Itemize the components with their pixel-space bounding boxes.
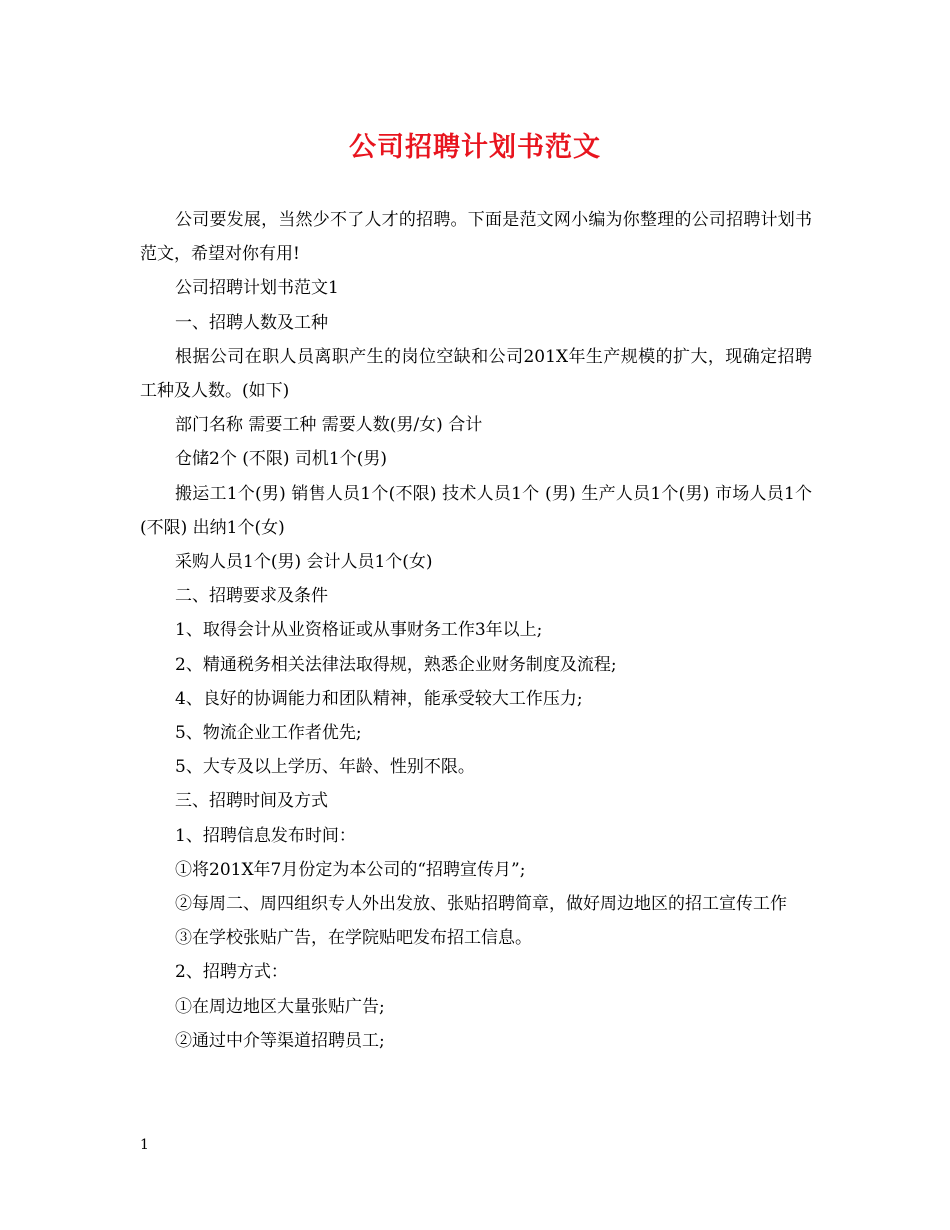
paragraph: 5、物流企业工作者优先; <box>175 723 362 744</box>
paragraph: 仓储2个 (不限) 司机1个(男) <box>175 449 387 470</box>
document-body <box>140 203 812 1058</box>
paragraph: 2、精通税务相关法律法取得规，熟悉企业财务制度及流程; <box>175 654 617 675</box>
paragraph-section-heading: 公司招聘计划书范文1 <box>175 278 339 299</box>
paragraph-heading-1: 一、招聘人数及工种 <box>175 312 328 333</box>
document-title: 公司招聘计划书范文 <box>349 132 601 163</box>
paragraph: ②每周二、周四组织专人外出发放、张贴招聘简章，做好周边地区的招工宣传工作 <box>175 894 787 915</box>
paragraph: 采购人员1个(男) 会计人员1个(女) <box>175 552 433 573</box>
paragraph-heading-3: 三、招聘时间及方式 <box>175 791 328 812</box>
paragraph: 1、取得会计从业资格证或从事财务工作3年以上; <box>175 620 543 641</box>
paragraph: ②通过中介等渠道招聘员工; <box>175 1030 385 1051</box>
paragraph: 部门名称 需要工种 需要人数(男/女) 合计 <box>175 415 483 436</box>
paragraph: 5、大专及以上学历、年龄、性别不限。 <box>175 757 475 778</box>
paragraph: 2、招聘方式： <box>175 962 288 983</box>
paragraph: 4、良好的协调能力和团队精神，能承受较大工作压力; <box>175 688 583 709</box>
paragraph: 根据公司在职人员离职产生的岗位空缺和公司201X年生产规模的扩大，现确定招聘工种及人数。(如下) <box>140 346 812 402</box>
paragraph: 1、招聘信息发布时间： <box>175 825 356 846</box>
paragraph: ③在学校张贴广告，在学院贴吧发布招工信息。 <box>175 928 532 949</box>
paragraph: ①将201X年7月份定为本公司的“招聘宣传月”; <box>175 859 526 880</box>
paragraph-heading-2: 二、招聘要求及条件 <box>175 586 328 607</box>
paragraph: ①在周边地区大量张贴广告; <box>175 996 385 1017</box>
page-number: 1 <box>140 1137 149 1153</box>
paragraph-intro: 公司要发展，当然少不了人才的招聘。下面是范文网小编为你整理的公司招聘计划书范文，希望对你有用! <box>140 210 812 265</box>
paragraph: 搬运工1个(男) 销售人员1个(不限) 技术人员1个 (男) 生产人员1个(男) 市场人员1个 (不限) 出纳1个(女) <box>140 483 812 538</box>
